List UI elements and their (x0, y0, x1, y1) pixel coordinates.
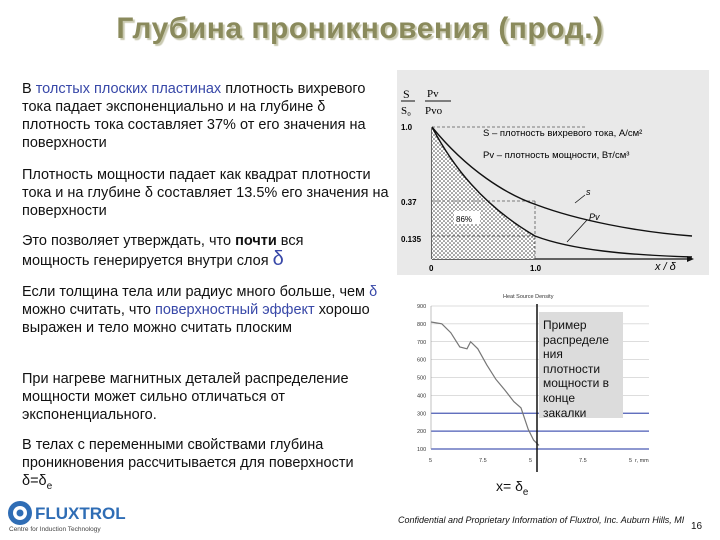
depth-marker-label (496, 478, 528, 498)
y-tick: 0.37 (401, 198, 417, 207)
legend-s: S – плотность вихревого тока, А/см² (483, 128, 643, 139)
decay-chart (397, 70, 709, 275)
x-tick-label: 7.5 (579, 458, 587, 464)
emphasis-almost: почти (235, 233, 277, 249)
text: можно считать, что (22, 302, 156, 318)
svg-text:Centre for Induction Technolog: Centre for Induction Technology (9, 526, 101, 533)
delta-symbol: δ (272, 248, 284, 270)
label-pointer (575, 195, 585, 203)
highlight-thick-plates: толстых плоских пластинах (35, 81, 222, 97)
paragraph-power-density: Плотность мощности падает как квадрат плотности тока и на глубине δ составляет 13.5% его значения на поверхности (22, 167, 389, 219)
curve-s-label: s (586, 187, 591, 197)
subscript: e (46, 480, 53, 492)
label-pointer (567, 220, 587, 242)
x-tick-label: 5 (629, 458, 633, 464)
svg-text:FLUXTROL: FLUXTROL (35, 504, 126, 523)
page-number: 16 (691, 521, 703, 532)
text: x= δ (496, 478, 523, 494)
y-tick-label: 300 (417, 411, 427, 418)
paragraph-variable-properties (22, 436, 367, 496)
x-unit: r, mm (635, 458, 649, 464)
area-label: 86% (456, 215, 473, 224)
delta-symbol: δ (369, 284, 378, 300)
callout-note: Пример распределе ния плотности мощности в конце закалки (539, 312, 623, 418)
text: В телах с переменными свойствами глубина проникновения рассчитывается для поверхности δ=δ (22, 437, 354, 489)
y-tick-label: 100 (417, 447, 427, 453)
x-tick-label: 5 (429, 458, 433, 464)
y-tick-label: 600 (417, 357, 427, 364)
slide-title: Глубина проникновения (прод.) (116, 12, 604, 45)
y-tick: 0.135 (401, 235, 422, 244)
text: вся мощность генерируется внутри слоя (22, 233, 304, 269)
curve-pv-label: Pv (589, 212, 600, 222)
decay-chart-svg (397, 70, 709, 275)
y-label-pvo: Pvo (425, 105, 443, 117)
text: плотность вихревого тока падает экспоненциально и на глубине δ плотность тока составляет 37% от его значения на поверхности (22, 81, 366, 151)
y-tick-label: 500 (417, 375, 427, 382)
density-curve (431, 322, 539, 445)
chart-title: Heat Source Density (503, 294, 554, 300)
text: Если толщина тела или радиус много больше, чем (22, 284, 370, 300)
paragraph-thick-plates (22, 80, 374, 152)
y-label-pv: Pv (427, 88, 439, 100)
x-tick-label: 7.5 (479, 458, 487, 464)
fluxtrol-logo (6, 496, 134, 534)
x-tick: 1.0 (530, 264, 542, 273)
legend-pv: Pv – плотность мощности, Вт/см³ (483, 150, 630, 161)
text: хорошо выражен и тело можно считать плоским (22, 302, 370, 336)
x-tick: 0 (429, 264, 434, 273)
x-axis-label: x / δ (655, 261, 676, 273)
highlight-skin-effect: поверхностный эффект (155, 302, 315, 318)
x-ticks (429, 458, 632, 464)
y-tick-label: 900 (417, 304, 427, 310)
x-tick-label: 5 (529, 458, 533, 464)
y-label-s: S (403, 87, 410, 101)
y-label-s0: S₀ (401, 105, 411, 117)
paragraph-almost-all (22, 232, 367, 270)
y-tick-label: 800 (417, 321, 427, 328)
paragraph-skin-effect (22, 283, 387, 337)
subscript: e (522, 486, 529, 498)
y-tick-label: 200 (417, 429, 427, 436)
y-tick-label: 700 (417, 339, 427, 346)
logo-svg (6, 496, 134, 534)
hatched-area (432, 127, 535, 259)
y-ticks (417, 304, 426, 453)
y-tick: 1.0 (401, 123, 413, 132)
text: Это позволяет утверждать, что (22, 233, 236, 249)
text: В (22, 81, 36, 97)
footer-confidential: Confidential and Proprietary Information of Fluxtrol, Inc. Auburn Hills, MI (398, 515, 685, 525)
y-tick-label: 400 (417, 393, 427, 400)
paragraph-magnetic-parts: При нагреве магнитных деталей распределение мощности может сильно отличаться от экспоненциального. (22, 371, 349, 423)
